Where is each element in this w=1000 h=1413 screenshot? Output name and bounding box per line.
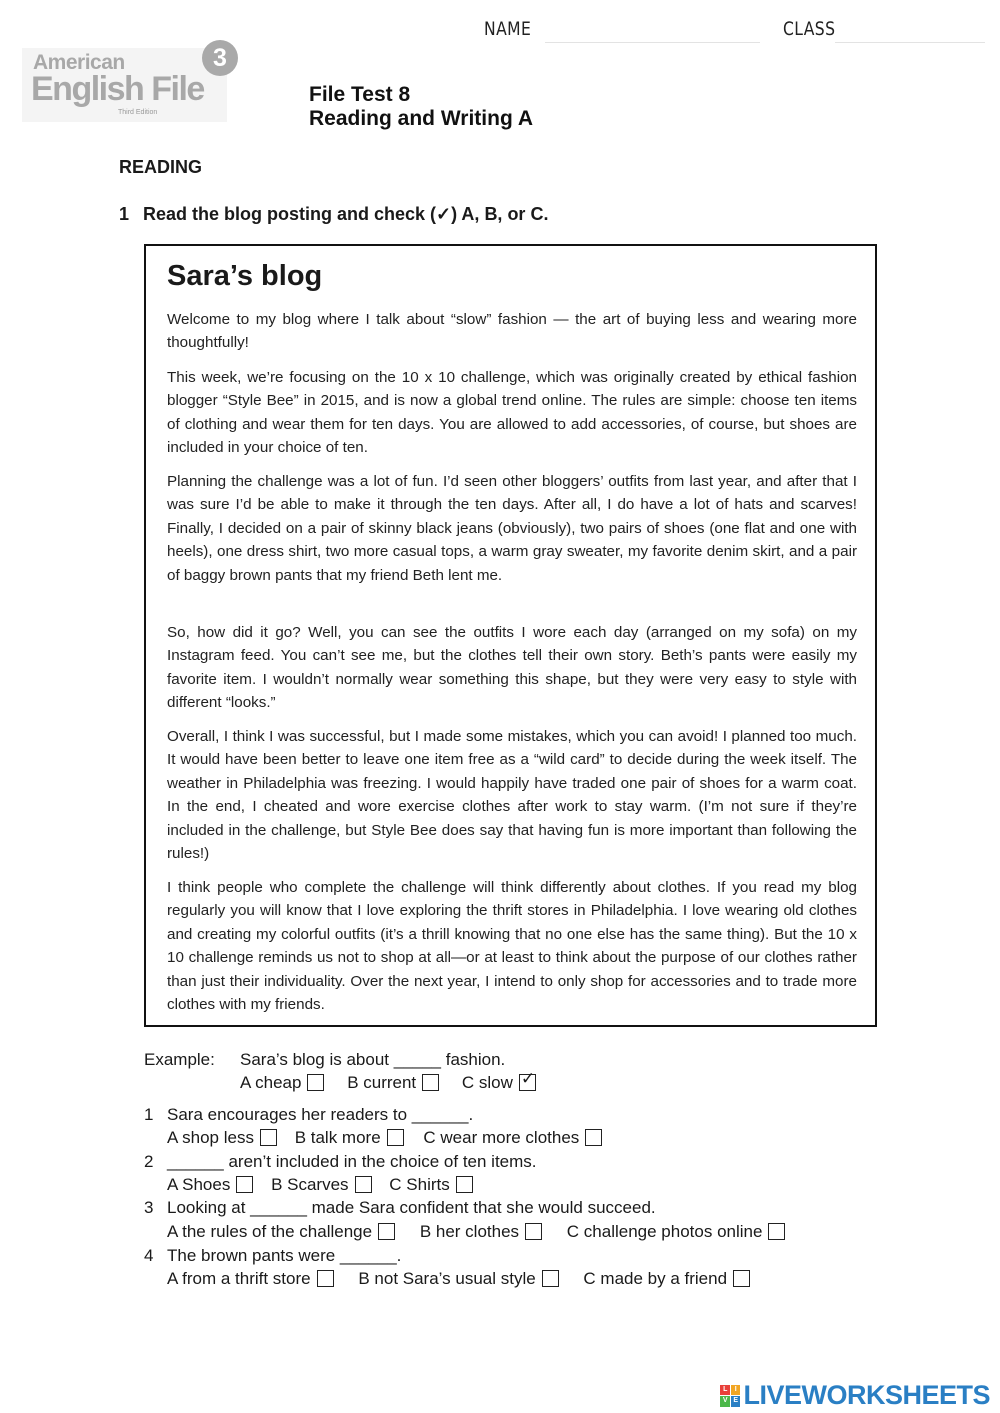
checkbox[interactable] [456,1176,473,1193]
example-option-b: B current [347,1073,439,1093]
option-a: A the rules of the challenge [167,1222,395,1242]
blog-paragraph: So, how did it go? Well, you can see the outfits I wore each day (arranged on my sofa) on my Instagram feed. You can’t see me, but the clothes tell their own story. Beth’s pants were easily my favorite item. I wouldn’t normally wear something this shape, but they were very easy to style with different “looks.” [167,624,857,712]
option-b: B not Sara’s usual style [358,1269,558,1289]
name-label: NAME [484,18,532,40]
blog-paragraph: Planning the challenge was a lot of fun. I’d seen other bloggers’ outfits from last year, and after that I was sure I’d be able to make it through the ten days. After all, I do have a lot of hats and scarves! Finally, I decided on a pair of skinny black jeans (obviously), two pairs of shoes (one flat and one with heels), one dress shirt, two more casual tops, a warm gray sweater, my favorite denim skirt, and a pair of baggy brown pants that my friend Beth lent me. [167,473,857,584]
blog-title: Sara’s blog [167,260,323,292]
blog-box [144,244,877,1027]
class-label: CLASS [783,18,836,40]
checkbox[interactable] [768,1223,785,1240]
option-b: B talk more [295,1128,404,1148]
section-heading: READING [119,157,203,177]
test-title: File Test 8 [309,83,411,106]
liveworksheets-logo [720,1380,990,1411]
liveworksheets-wordmark: LIVEWORKSHEETS [743,1380,990,1410]
blog-paragraph: I think people who complete the challenge will think differently about clothes. If you read my blog regularly you will know that I love exploring the thrift stores in Philadelphia. I love wearing old clothes and creating my colorful outfits (it’s a thrill knowing that no one else has the same thing). But the 10 x 10 challenge reminds us not to shop at all—or at least to think about the purpose of our clothes rather than just their individuality. Over the next year, I intend to only shop for accessories and to trade more clothes with my friends. [167,879,857,1014]
checkbox[interactable] [378,1223,395,1240]
question-stem: ______ aren’t included in the choice of ten items. [167,1152,537,1171]
american-english-file-logo [22,44,227,122]
option-c: C wear more clothes [423,1128,602,1148]
option-a: A shop less [167,1128,277,1148]
checkbox[interactable] [387,1129,404,1146]
option-c: C challenge photos online [567,1222,786,1242]
logo-line2: English File [31,70,204,108]
question-number: 2 [144,1152,154,1171]
option-b: B Scarves [271,1175,371,1195]
checkbox[interactable] [260,1129,277,1146]
checkbox[interactable] [317,1270,334,1287]
question-options [167,1222,785,1242]
checkbox[interactable] [542,1270,559,1287]
test-subtitle: Reading and Writing A [309,107,533,130]
class-line [835,42,985,43]
example-label: Example: [144,1050,215,1069]
option-c: C made by a friend [583,1269,750,1289]
name-line [545,42,760,43]
checkbox-checked[interactable] [519,1069,536,1091]
logo-line1: American [33,51,125,74]
liveworksheets-icon: L I V E [720,1385,740,1407]
question-stem: The brown pants were ______. [167,1246,402,1265]
checkbox[interactable] [525,1223,542,1240]
instruction-text: Read the blog posting and check (✓) A, B, or C. [143,204,549,224]
checkbox[interactable] [236,1176,253,1193]
question-options [167,1175,473,1195]
question-options [167,1128,602,1148]
checkbox[interactable] [585,1129,602,1146]
option-a: A from a thrift store [167,1269,334,1289]
logo-number-badge: 3 [202,40,238,76]
question-options [167,1269,750,1289]
question-stem: Sara encourages her readers to ______. [167,1105,474,1124]
blog-paragraph: Overall, I think I was successful, but I made some mistakes, which you can avoid! I planned too much. It would have been better to leave one item free as a “wild card” to decide during the week itself. The weather in Philadelphia was freezing. I would happily have traded one pair of shoes for a warm coat. In the end, I cheated and wore exercise clothes after work to stay warm. (I’m not sure if they’re included in the challenge, but Style Bee does say that having fun is more important than following the rules!) [167,728,857,863]
example-options [240,1069,536,1093]
option-c: C Shirts [389,1175,472,1195]
blog-paragraph: Welcome to my blog where I talk about “slow” fashion — the art of buying less and wearing more thoughtfully! [167,311,857,352]
example-option-a: A cheap [240,1073,324,1093]
example-option-c: C slow ✓ [461,1069,536,1092]
question-stem: Looking at ______ made Sara confident that she would succeed. [167,1198,656,1217]
instruction [119,204,548,225]
checkbox[interactable] [422,1074,439,1091]
checkbox[interactable] [307,1074,324,1091]
example-stem: Sara’s blog is about _____ fashion. [240,1050,506,1069]
option-a: A Shoes [167,1175,253,1195]
question-number: 4 [144,1246,154,1265]
checkbox[interactable] [355,1176,372,1193]
check-icon: ✓ [520,1069,536,1088]
blog-paragraph: This week, we’re focusing on the 10 x 10 challenge, which was originally created by ethical fashion blogger “Style Bee” in 2015, and is now a global trend online. The rules are simple: choose ten items of clothing and wear them for ten days. You are allowed to add accessories, of course, but shoes are included in your choice of ten. [167,369,857,457]
instruction-number: 1 [119,204,130,224]
question-number: 1 [144,1105,154,1124]
logo-edition: Third Edition [118,109,158,116]
question-number: 3 [144,1198,154,1217]
checkbox[interactable] [733,1270,750,1287]
option-b: B her clothes [420,1222,542,1242]
